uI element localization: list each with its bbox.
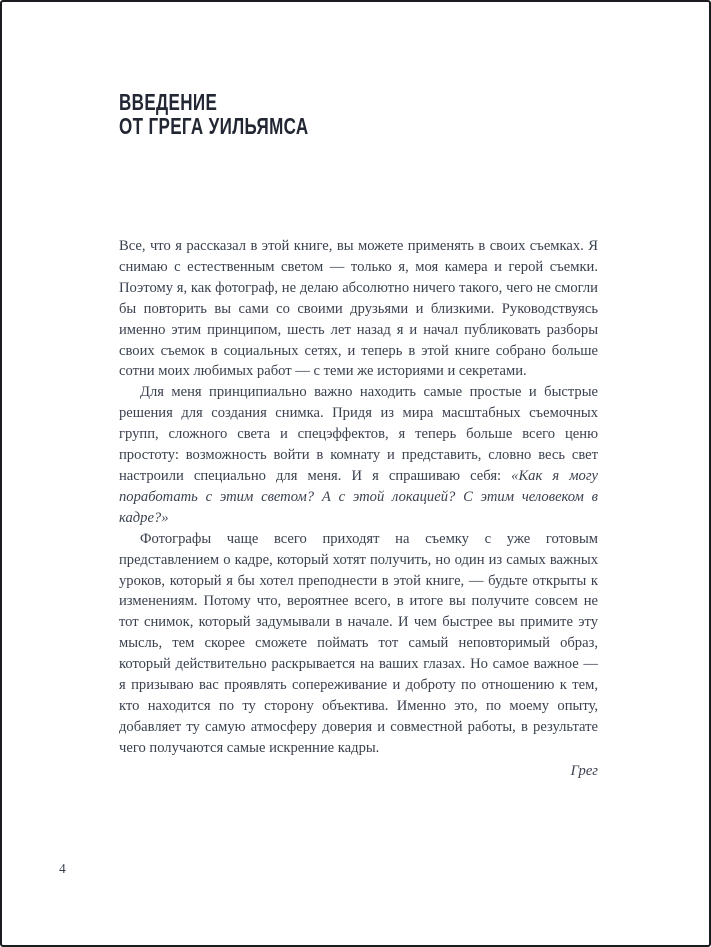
paragraph [119, 236, 598, 382]
paragraph-text: Для меня принципиально важно находить самые простые и быстрые решения для создания снимка. Придя из мира масштабных съемочных групп, сложного света и спецэффектов, я теперь больше всего ценю простоту: возможность войти в комнату и представить, словно весь свет настроили специально для меня. И я спрашиваю себя: [119, 384, 598, 484]
chapter-title-line-1: ВВЕДЕНИЕ [119, 89, 218, 115]
body-text-column [119, 236, 598, 782]
paragraph [119, 382, 598, 528]
paragraph-quote-italic: «Как я могу поработать с этим светом? А с этой локацией? С этим человеком в кадре?» [119, 467, 598, 526]
paragraph [119, 529, 598, 759]
chapter-title-line-2: ОТ ГРЕГА УИЛЬЯМСА [119, 112, 309, 139]
author-signature: Грег [570, 762, 598, 779]
page-number: 4 [59, 861, 66, 876]
paragraph-text: Все, что я рассказал в этой книге, вы можете применять в своих съемках. Я снимаю с естественным светом — только я, моя камера и герой съемки. Поэтому я, как фотограф, не делаю абсолютно ничего такого, чего не смогли бы повторить вы сами со своими друзьями и близкими. Руководствуясь именно этим принципом, шесть лет назад я и начал публиковать разборы своих съемок в социальных сетях, и теперь в этой книге собрано больше сотни моих любимых работ — с теми же историями и секретами. [119, 238, 598, 380]
chapter-title [119, 91, 309, 138]
paragraph-text: Фотографы чаще всего приходят на съемку с уже готовым представлением о кадре, который хотят получить, но один из самых важных уроков, который я бы хотел преподнести в этой книге, — будьте открыты к изменениям. Потому что, вероятнее всего, в итоге вы получите совсем не тот снимок, который задумывали в начале. И чем быстрее вы примите эту мысль, тем скорее сможете поймать тот самый неповторимый образ, который действительно раскрывается на ваших глазах. Но самое важное — я призываю вас проявлять сопереживание и доброту по отношению к тем, кто находится по ту сторону объектива. Именно это, по моему опыту, добавляет ту самую атмосферу доверия и совместной работы, в результате чего получаются самые искренние кадры. [119, 530, 598, 756]
